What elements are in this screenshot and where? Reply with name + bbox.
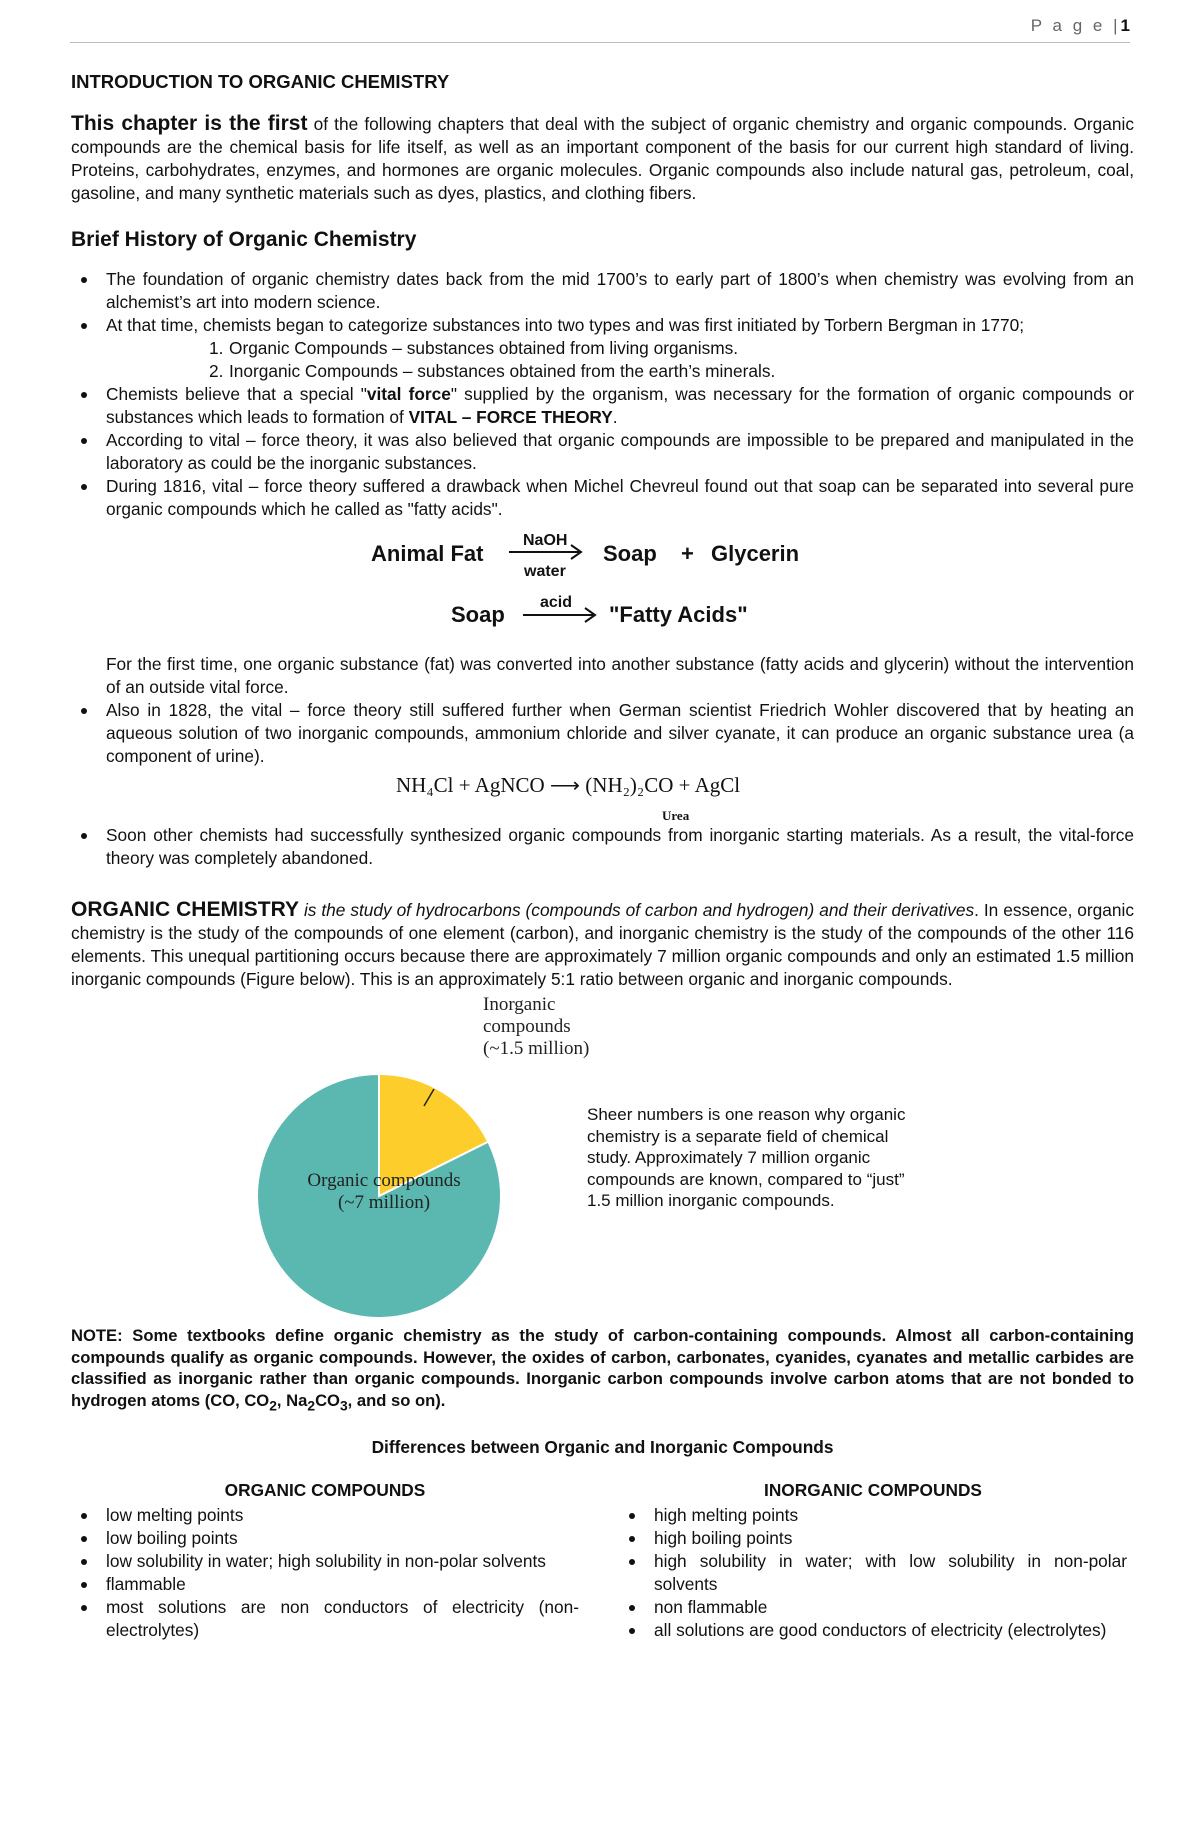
organic-label — [284, 1170, 484, 1214]
organic-label-line: (~7 million) — [337, 1192, 431, 1213]
urea-label: Urea — [662, 808, 690, 823]
list-item — [106, 383, 1134, 429]
list-item: high melting points — [654, 1504, 1127, 1527]
list-item: most solutions are non conductors of electricity (non-electrolytes) — [106, 1597, 579, 1641]
history-heading: Brief History of Organic Chemistry — [71, 228, 417, 251]
page-header — [70, 16, 1130, 43]
subscript: 2 — [269, 1396, 277, 1413]
reagent-acid: acid — [540, 594, 573, 611]
differences-heading: Differences between Organic and Inorganic Compounds — [371, 1437, 834, 1458]
list-item — [209, 360, 1134, 383]
definition-italic: is the study of hydrocarbons (compounds of carbon and hydrogen) and their derivatives — [299, 900, 975, 920]
product-fatty-acids: "Fatty Acids" — [609, 602, 748, 627]
organic-column — [71, 1479, 579, 1642]
list-item-text: At that time, chemists began to categorize substances into two types and was first initiated by Torbern Bergman in 1770; — [106, 315, 1024, 335]
text-run: NOTE: Some textbooks define organic chemistry as the study of carbon-containing compounds. Almost all carbon-containing compounds qualify as organic compounds. However, the oxides of carbon, carbonates, cyanides, cyanates and metallic carbides are classified as inorganic rather than organic compounds. Inorganic carbon compounds involve carbon atoms that are not bonded to hydrogen atoms (CO, CO — [71, 1326, 1134, 1410]
differences-columns — [71, 1479, 1134, 1669]
vital-force-theory-term: VITAL – FORCE THEORY — [408, 407, 613, 427]
list-item: According to vital – force theory, it was also believed that organic compounds are impossible to be prepared and manipulated in the laboratory as could be the inorganic substances. — [106, 430, 1134, 473]
compounds-pie-figure — [71, 991, 1134, 1319]
reaction-arrow-2 — [523, 605, 601, 625]
list-item: Soon other chemists had successfully synthesized organic compounds from inorganic starting materials. As a result, the vital-force theory was completely abandoned. — [106, 825, 1134, 868]
intro-lead: This chapter is the first — [71, 112, 308, 135]
text-run: " supplied by the organism, was necessary for the formation of organic compounds or substances which leads to formation of — [106, 384, 1134, 427]
saponification-reactions — [71, 521, 1134, 653]
page-label: P a g e — [1030, 16, 1106, 35]
text-run: Chemists believe that a special " — [106, 384, 367, 404]
urea-synthesis-equation — [71, 768, 1134, 824]
text-run: , and so on). — [347, 1390, 446, 1410]
inorganic-properties-list — [619, 1504, 1127, 1642]
reactant-soap: Soap — [451, 602, 505, 627]
document-body — [71, 70, 1134, 1669]
vital-force-term: vital force — [366, 384, 451, 404]
list-item: During 1816, vital – force theory suffered a drawback when Michel Chevreul found out that soap can be separated into several pure organic compounds which he called as "fatty acids". — [106, 476, 1134, 519]
history-list — [71, 268, 1134, 337]
reactant-animal-fat: Animal Fat — [371, 541, 484, 566]
intro-text: of the following chapters that deal with the subject of organic chemistry and organic compounds. Organic compounds are the chemical basis for life itself, as well as an important component of the basis for our current high standard of living. Proteins, carbohydrates, enzymes, and hormones are organic molecules. Organic compounds also include natural gas, petroleum, coal, gasoline, and many synthetic materials such as dyes, plastics, and clothing fibers. — [71, 114, 1134, 203]
reaction-arrow-1 — [509, 542, 587, 562]
organic-chemistry-definition — [71, 898, 1134, 991]
inorganic-label-line: (~1.5 million) — [483, 1038, 590, 1059]
inorganic-label-line: Inorganic — [483, 994, 556, 1015]
history-list-final — [71, 824, 1134, 870]
list-item — [106, 314, 1134, 337]
list-item: low melting points — [106, 1504, 579, 1527]
text-run: CO — [315, 1390, 340, 1410]
list-item: high solubility in water; with low solubility in non-polar solvents — [654, 1551, 1127, 1595]
list-number: 2. — [209, 361, 224, 381]
list-number: 1. — [209, 338, 224, 358]
list-item: The foundation of organic chemistry dates back from the mid 1700’s to early part of 1800’s when chemistry was evolving from an alchemist’s art into modern science. — [106, 269, 1134, 312]
subscript: 2 — [307, 1396, 316, 1413]
plus-sign: + — [681, 541, 694, 566]
history-list-wohler — [71, 699, 1134, 768]
list-item: flammable — [106, 1573, 579, 1596]
note-paragraph — [71, 1325, 1134, 1416]
inorganic-column — [619, 1479, 1127, 1642]
reagent-naoh: NaOH — [523, 532, 568, 549]
urea-equation: NH₄Cl + AgNCO ⟶ (NH₂)₂CO + AgCl — [396, 773, 741, 797]
page-number: 1 — [1120, 16, 1130, 35]
list-item: all solutions are good conductors of electricity (electrolytes) — [654, 1619, 1127, 1642]
page-separator: | — [1113, 16, 1121, 35]
intro-paragraph — [71, 112, 1134, 205]
list-item — [209, 337, 1134, 360]
document-title: INTRODUCTION TO ORGANIC CHEMISTRY — [71, 71, 450, 92]
solvent-water: water — [524, 563, 566, 580]
product-soap: Soap — [603, 541, 657, 566]
definition-text: . In essence, organic chemistry is the study of the compounds of one element (carbon), and inorganic chemistry is the study of the compounds of the other 116 elements. This unequal partitioning occurs because there are approximately 7 million organic compounds and only an estimated 1.5 million inorganic compounds (Figure below). This is an approximately 5:1 ratio between organic and inorganic compounds. — [71, 900, 1134, 989]
list-item: non flammable — [654, 1596, 1127, 1619]
figure-caption: Sheer numbers is one reason why organic chemistry is a separate field of chemical study. Approximately 7 million organic compounds are known, compared to “just” 1.5 million inorganic compounds. — [587, 1105, 906, 1210]
history-list-continued — [71, 383, 1134, 521]
paragraph: For the first time, one organic substance (fat) was converted into another substance (fatty acids and glycerin) without the intervention of an outside vital force. — [106, 654, 1134, 697]
list-item-text: Inorganic Compounds – substances obtained from the earth’s minerals. — [229, 361, 776, 381]
organic-column-heading: ORGANIC COMPOUNDS — [224, 1480, 426, 1501]
list-item: low boiling points — [106, 1527, 579, 1550]
history-sublist — [71, 337, 1134, 383]
inorganic-column-heading: INORGANIC COMPOUNDS — [764, 1480, 982, 1501]
definition-term: ORGANIC CHEMISTRY — [71, 898, 300, 921]
list-item: low solubility in water; high solubility in non-polar solvents — [106, 1550, 579, 1573]
list-item-text: Organic Compounds – substances obtained from living organisms. — [229, 338, 739, 358]
organic-label-line: Organic compounds — [307, 1170, 461, 1191]
list-item: high boiling points — [654, 1527, 1127, 1550]
subscript: 3 — [339, 1396, 348, 1413]
text-run: , Na — [276, 1390, 308, 1410]
inorganic-label-line: compounds — [483, 1016, 571, 1037]
list-item: Also in 1828, the vital – force theory still suffered further when German scientist Friedrich Wohler discovered that by heating an aqueous solution of two inorganic compounds, ammonium chloride and silver cyanate, it can produce an organic substance urea (a component of urine). — [106, 700, 1134, 766]
inorganic-label — [483, 994, 589, 1060]
organic-properties-list — [71, 1504, 579, 1642]
product-glycerin: Glycerin — [711, 541, 800, 566]
text-run: . — [612, 407, 618, 427]
